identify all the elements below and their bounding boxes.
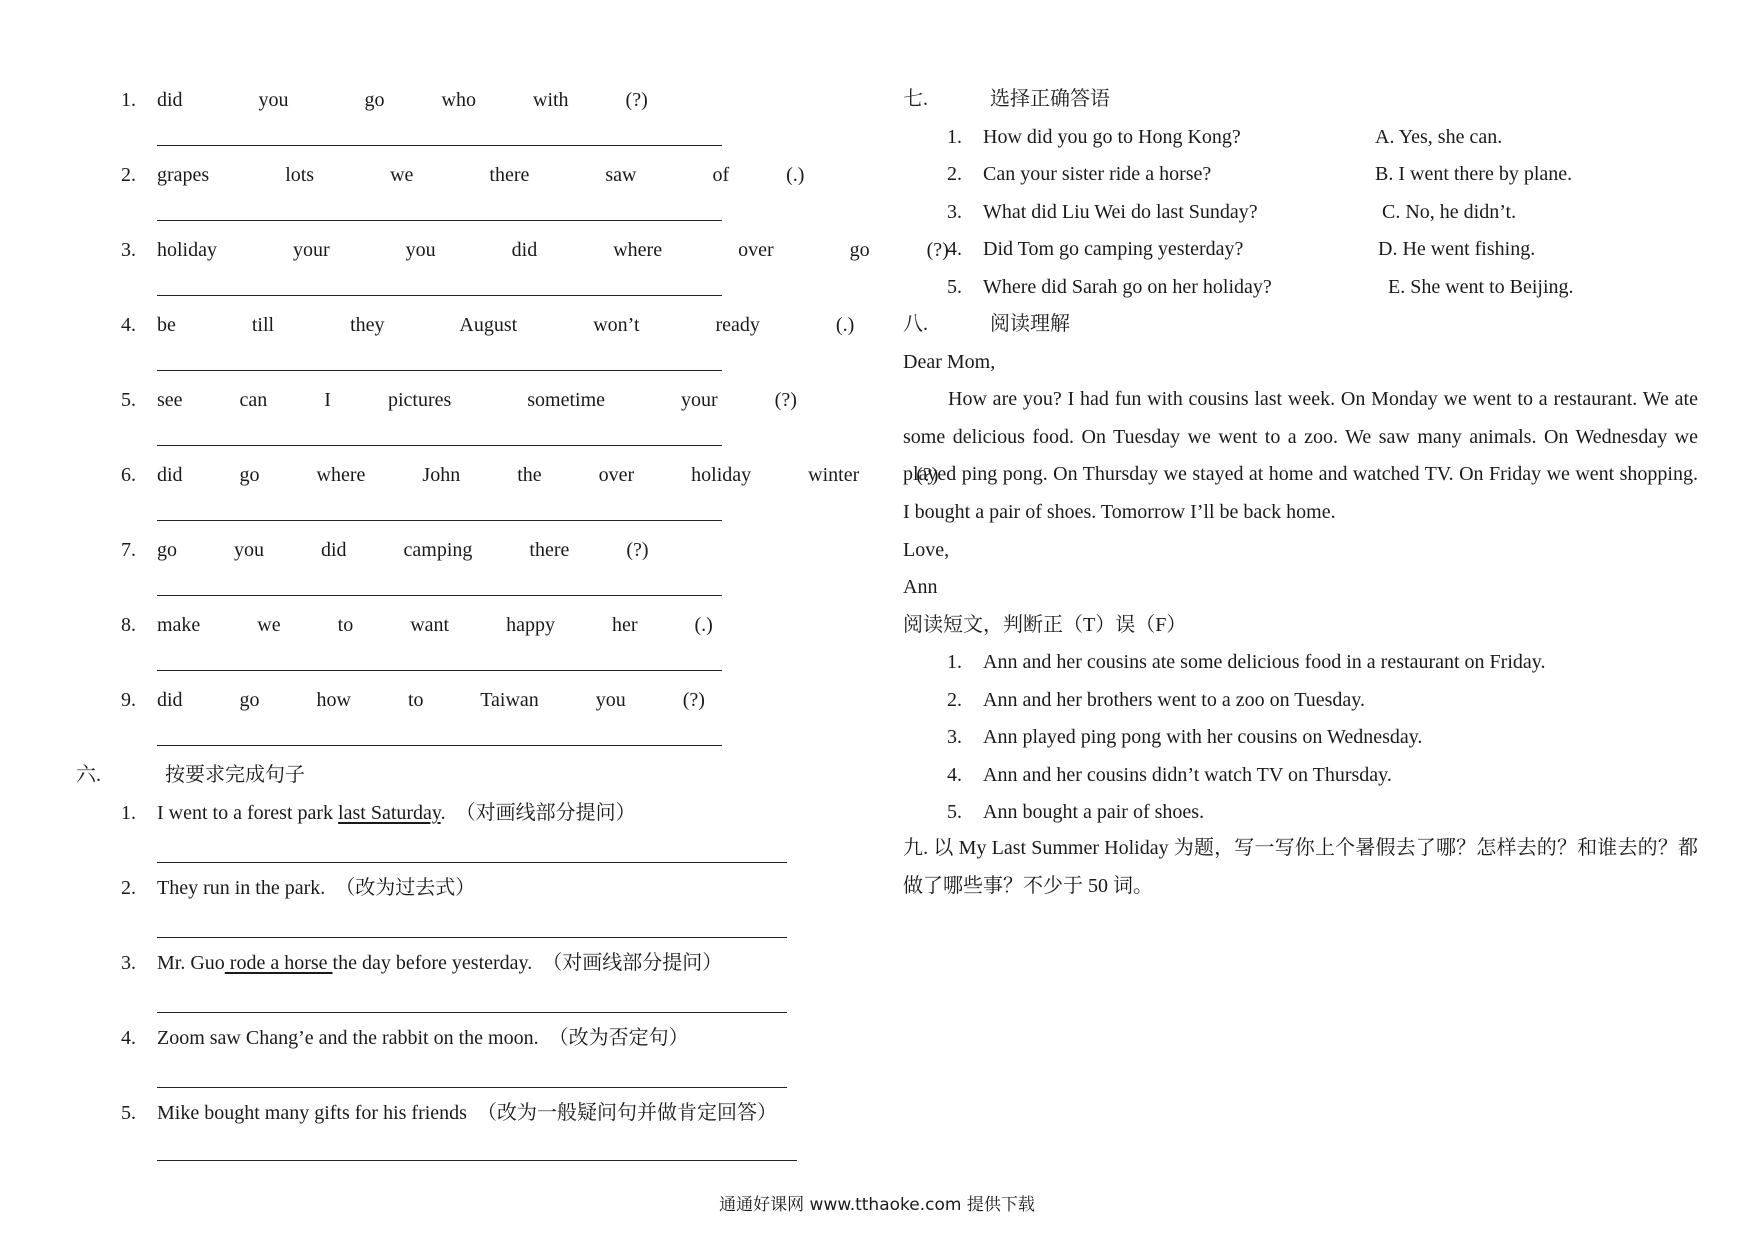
item-number: 2. bbox=[947, 689, 962, 711]
item-words: did you go who with (?) bbox=[157, 89, 648, 111]
item-text bbox=[157, 950, 722, 976]
answer-line[interactable] bbox=[157, 595, 722, 596]
answer-line[interactable] bbox=[157, 1160, 797, 1161]
item-words: grapes lots we there saw of (.) bbox=[157, 164, 805, 186]
section-title: 阅读理解 bbox=[990, 313, 1070, 335]
answer-line[interactable] bbox=[157, 145, 722, 146]
letter-greeting: Dear Mom, bbox=[903, 351, 996, 373]
answer-line[interactable] bbox=[157, 1087, 787, 1088]
item-text-post: the day before yesterday. （对画线部分提问） bbox=[332, 952, 723, 974]
item-number: 5. bbox=[121, 1102, 136, 1124]
question-text: Can your sister ride a horse? bbox=[983, 163, 1212, 185]
question-text: How did you go to Hong Kong? bbox=[983, 126, 1241, 148]
item-number: 5. bbox=[947, 801, 962, 823]
writing-prompt: 九. 以 My Last Summer Holiday 为题，写一写你上个暑假去了哪？怎样去的？和谁去的？都做了哪些事？不少于 50 词。 bbox=[903, 837, 1698, 897]
item-text-pre: Mr. Guo bbox=[157, 952, 225, 974]
answer-option: D. He went fishing. bbox=[1378, 238, 1536, 260]
item-number: 1. bbox=[121, 802, 136, 824]
item-number: 5. bbox=[121, 389, 136, 411]
letter-body: How are you? I had fun with cousins last week. On Monday we went to a restaurant. We ate some delicious food. On Tuesday we went to a zoo. We saw many animals. On Wednesday we played ping pong. On Thursday we stayed at home and watched TV. On Friday we went shopping. I bought a pair of shoes. Tomorrow I’ll be back home. bbox=[903, 388, 1698, 523]
item-number: 1. bbox=[121, 89, 136, 111]
answer-line[interactable] bbox=[157, 295, 722, 296]
item-number: 9. bbox=[121, 689, 136, 711]
section-number: 七. bbox=[903, 88, 928, 110]
item-number: 4. bbox=[947, 764, 962, 786]
answer-line[interactable] bbox=[157, 445, 722, 446]
statement-text: Ann and her cousins didn’t watch TV on Thursday. bbox=[983, 764, 1392, 786]
answer-line[interactable] bbox=[157, 862, 787, 863]
item-number: 3. bbox=[947, 201, 962, 223]
item-words: holiday your you did where over go (?) bbox=[157, 239, 949, 261]
answer-option: E. She went to Beijing. bbox=[1388, 276, 1574, 298]
answer-line[interactable] bbox=[157, 745, 722, 746]
section-number: 八. bbox=[903, 313, 928, 335]
section-title: 选择正确答语 bbox=[990, 88, 1110, 110]
item-number: 3. bbox=[121, 952, 136, 974]
item-text: Zoom saw Chang’e and the rabbit on the moon. （改为否定句） bbox=[157, 1027, 689, 1049]
letter-closing: Love, bbox=[903, 539, 950, 561]
answer-line[interactable] bbox=[157, 937, 787, 938]
item-text bbox=[157, 800, 636, 826]
item-number: 4. bbox=[947, 238, 962, 260]
item-text-post: . （对画线部分提问） bbox=[440, 802, 636, 824]
question-text: Where did Sarah go on her holiday? bbox=[983, 276, 1272, 298]
item-number: 3. bbox=[947, 726, 962, 748]
question-text: Did Tom go camping yesterday? bbox=[983, 238, 1244, 260]
statement-text: Ann played ping pong with her cousins on Wednesday. bbox=[983, 726, 1423, 748]
item-words: be till they August won’t ready (.) bbox=[157, 314, 855, 336]
item-number: 1. bbox=[947, 126, 962, 148]
answer-option: A. Yes, she can. bbox=[1375, 126, 1503, 148]
tf-instruction: 阅读短文，判断正（T）误（F） bbox=[903, 614, 1187, 636]
item-number: 2. bbox=[947, 163, 962, 185]
item-words: make we to want happy her (.) bbox=[157, 614, 713, 636]
letter-signature: Ann bbox=[903, 576, 938, 598]
item-number: 2. bbox=[121, 877, 136, 899]
item-number: 1. bbox=[947, 651, 962, 673]
item-words: did go how to Taiwan you (?) bbox=[157, 689, 705, 711]
item-number: 5. bbox=[947, 276, 962, 298]
answer-line[interactable] bbox=[157, 370, 722, 371]
section-number: 六. bbox=[76, 764, 101, 786]
underlined-phrase: rode a horse bbox=[224, 952, 333, 974]
item-number: 2. bbox=[121, 164, 136, 186]
answer-line[interactable] bbox=[157, 670, 722, 671]
item-number: 8. bbox=[121, 614, 136, 636]
item-text: Mike bought many gifts for his friends （改为一般疑问句并做肯定回答） bbox=[157, 1102, 777, 1124]
answer-option: C. No, he didn’t. bbox=[1382, 201, 1517, 223]
question-text: What did Liu Wei do last Sunday? bbox=[983, 201, 1258, 223]
item-number: 4. bbox=[121, 1027, 136, 1049]
answer-line[interactable] bbox=[157, 1012, 787, 1013]
item-words: did go where John the over holiday winter (?) bbox=[157, 464, 939, 486]
answer-line[interactable] bbox=[157, 520, 722, 521]
item-words: go you did camping there (?) bbox=[157, 539, 649, 561]
item-number: 4. bbox=[121, 314, 136, 336]
statement-text: Ann and her brothers went to a zoo on Tuesday. bbox=[983, 689, 1365, 711]
answer-option: B. I went there by plane. bbox=[1375, 163, 1573, 185]
item-words: see can I pictures sometime your (?) bbox=[157, 389, 797, 411]
footer-credit: 通通好课网 www.tthaoke.com 提供下载 bbox=[719, 1195, 1035, 1215]
answer-line[interactable] bbox=[157, 220, 722, 221]
item-text-pre: I went to a forest park bbox=[157, 802, 339, 824]
item-number: 6. bbox=[121, 464, 136, 486]
statement-text: Ann and her cousins ate some delicious food in a restaurant on Friday. bbox=[983, 651, 1546, 673]
item-number: 3. bbox=[121, 239, 136, 261]
item-text: They run in the park. （改为过去式） bbox=[157, 877, 476, 899]
underlined-phrase: last Saturday bbox=[338, 802, 441, 824]
section-title: 按要求完成句子 bbox=[165, 764, 305, 786]
item-number: 7. bbox=[121, 539, 136, 561]
statement-text: Ann bought a pair of shoes. bbox=[983, 801, 1205, 823]
